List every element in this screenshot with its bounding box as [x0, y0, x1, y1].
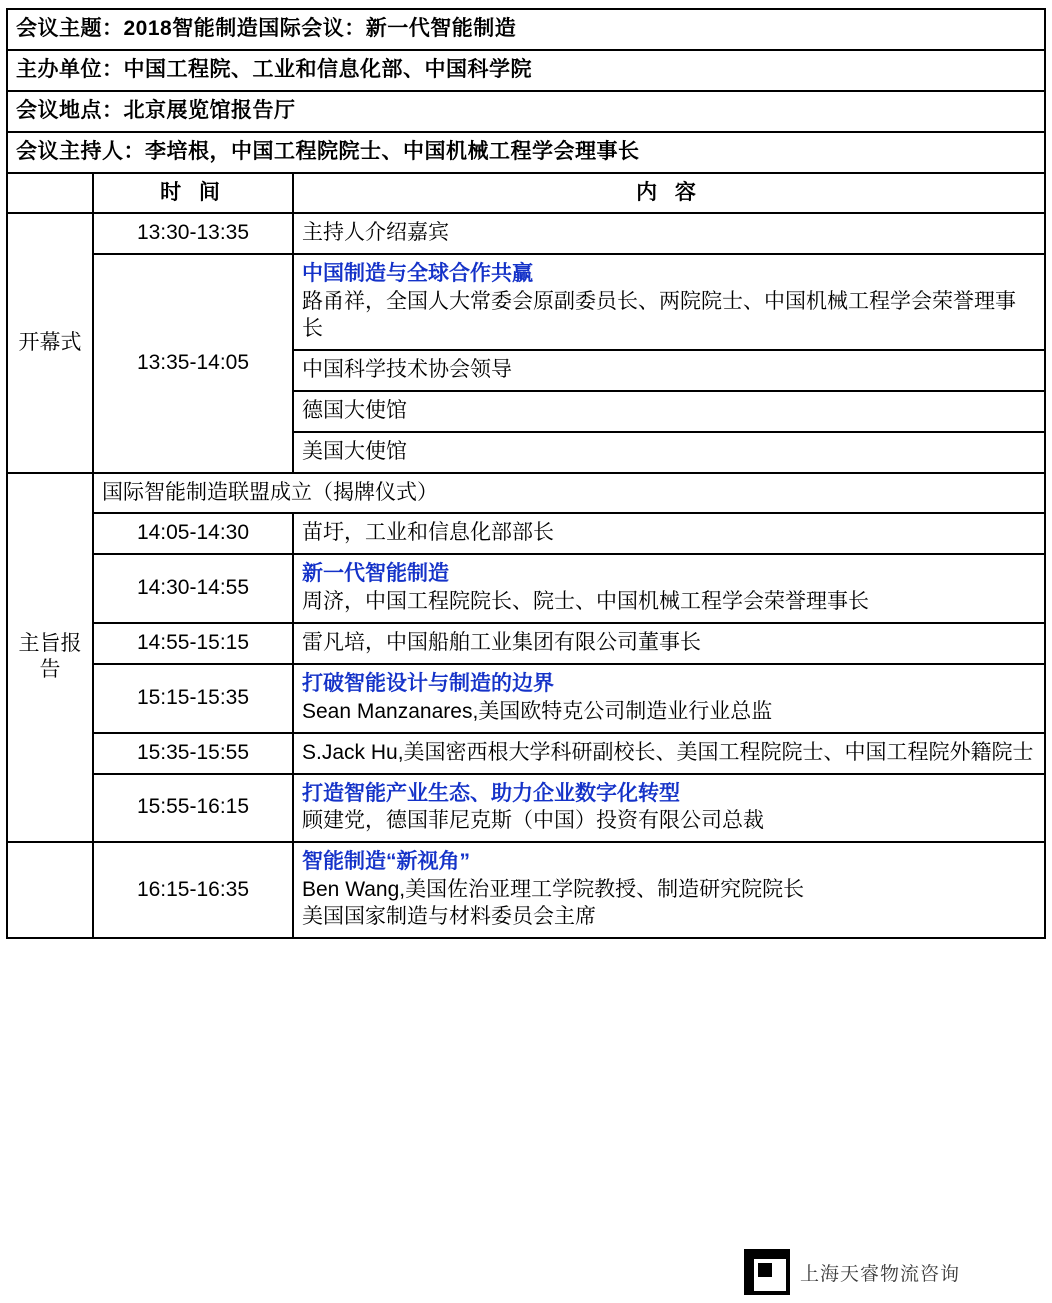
meeting-topic: 会议主题：2018智能制造国际会议：新一代智能制造 — [7, 9, 1045, 50]
row-time: 15:35-15:55 — [93, 733, 293, 774]
table-row — [7, 513, 1045, 554]
row-content — [293, 842, 1045, 938]
meeting-host: 会议主持人：李培根，中国工程院院士、中国机械工程学会理事长 — [7, 132, 1045, 173]
meeting-organizer: 主办单位：中国工程院、工业和信息化部、中国科学院 — [7, 50, 1045, 91]
table-row — [7, 664, 1045, 733]
row-content — [93, 473, 1045, 514]
qr-code-icon — [744, 1249, 790, 1295]
row-line: 国际智能制造联盟成立（揭牌仪式） — [102, 480, 438, 504]
row-line: 主持人介绍嘉宾 — [302, 221, 449, 245]
row-time: 14:05-14:30 — [93, 513, 293, 554]
row-time: 15:15-15:35 — [93, 664, 293, 733]
row-content — [293, 254, 1045, 350]
row-title: 打破智能设计与制造的边界 — [302, 671, 554, 695]
watermark-label: 上海天睿物流咨询 — [800, 1263, 961, 1285]
row-line: 德国大使馆 — [302, 398, 407, 422]
meeting-venue: 会议地点：北京展览馆报告厅 — [7, 91, 1045, 132]
row-time: 14:55-15:15 — [93, 623, 293, 664]
header-row-topic — [7, 9, 1045, 50]
row-time: 13:35-14:05 — [93, 254, 293, 472]
header-row-venue — [7, 91, 1045, 132]
row-line: 美国大使馆 — [302, 439, 407, 463]
agenda-table — [6, 8, 1046, 939]
row-line: 顾建党，德国菲尼克斯（中国）投资有限公司总裁 — [302, 809, 764, 833]
row-time: 15:55-16:15 — [93, 774, 293, 843]
row-title: 打造智能产业生态、助力企业数字化转型 — [302, 781, 680, 805]
table-row — [7, 623, 1045, 664]
row-content — [293, 513, 1045, 554]
row-content — [293, 623, 1045, 664]
row-line: 周济，中国工程院院长、院士、中国机械工程学会荣誉理事长 — [302, 590, 869, 614]
row-line: 路甬祥，全国人大常委会原副委员长、两院院士、中国机械工程学会荣誉理事长 — [302, 290, 1016, 340]
row-line: S.Jack Hu,美国密西根大学科研副校长、美国工程院院士、中国工程院外籍院士 — [302, 740, 1034, 764]
row-content — [293, 391, 1045, 432]
header-row-host — [7, 132, 1045, 173]
header-row-organizer — [7, 50, 1045, 91]
row-line: Ben Wang,美国佐治亚理工学院教授、制造研究院院长 — [302, 878, 805, 902]
row-time: 16:15-16:35 — [93, 842, 293, 938]
row-content — [293, 774, 1045, 843]
column-header-row — [7, 173, 1045, 214]
row-line: 雷凡培，中国船舶工业集团有限公司董事长 — [302, 631, 701, 654]
row-content — [293, 350, 1045, 391]
table-row — [7, 254, 1045, 350]
row-title: 智能制造“新视角” — [302, 850, 470, 874]
table-row — [7, 473, 1045, 514]
row-content — [293, 664, 1045, 733]
row-content — [293, 213, 1045, 254]
column-header-time: 时 间 — [93, 173, 293, 214]
section-label-empty — [7, 842, 93, 938]
row-title: 中国制造与全球合作共赢 — [302, 262, 533, 286]
table-row — [7, 213, 1045, 254]
agenda-table-body — [7, 9, 1045, 938]
table-row — [7, 842, 1045, 938]
watermark — [732, 1241, 1052, 1303]
table-row — [7, 554, 1045, 623]
row-title: 新一代智能制造 — [302, 562, 449, 586]
row-line: Sean Manzanares,美国欧特克公司制造业行业总监 — [302, 699, 773, 723]
table-row — [7, 733, 1045, 774]
section-label-keynote: 主旨报告 — [7, 473, 93, 843]
section-label-opening: 开幕式 — [7, 213, 93, 472]
table-row — [7, 774, 1045, 843]
row-time: 14:30-14:55 — [93, 554, 293, 623]
row-line: 中国科学技术协会领导 — [302, 357, 512, 381]
row-content — [293, 733, 1045, 774]
row-content — [293, 432, 1045, 473]
row-content — [293, 554, 1045, 623]
row-line: 苗圩，工业和信息化部部长 — [302, 521, 554, 545]
row-line: 美国国家制造与材料委员会主席 — [302, 905, 596, 928]
column-header-content: 内 容 — [293, 173, 1045, 214]
column-header-section — [7, 173, 93, 214]
row-time: 13:30-13:35 — [93, 213, 293, 254]
